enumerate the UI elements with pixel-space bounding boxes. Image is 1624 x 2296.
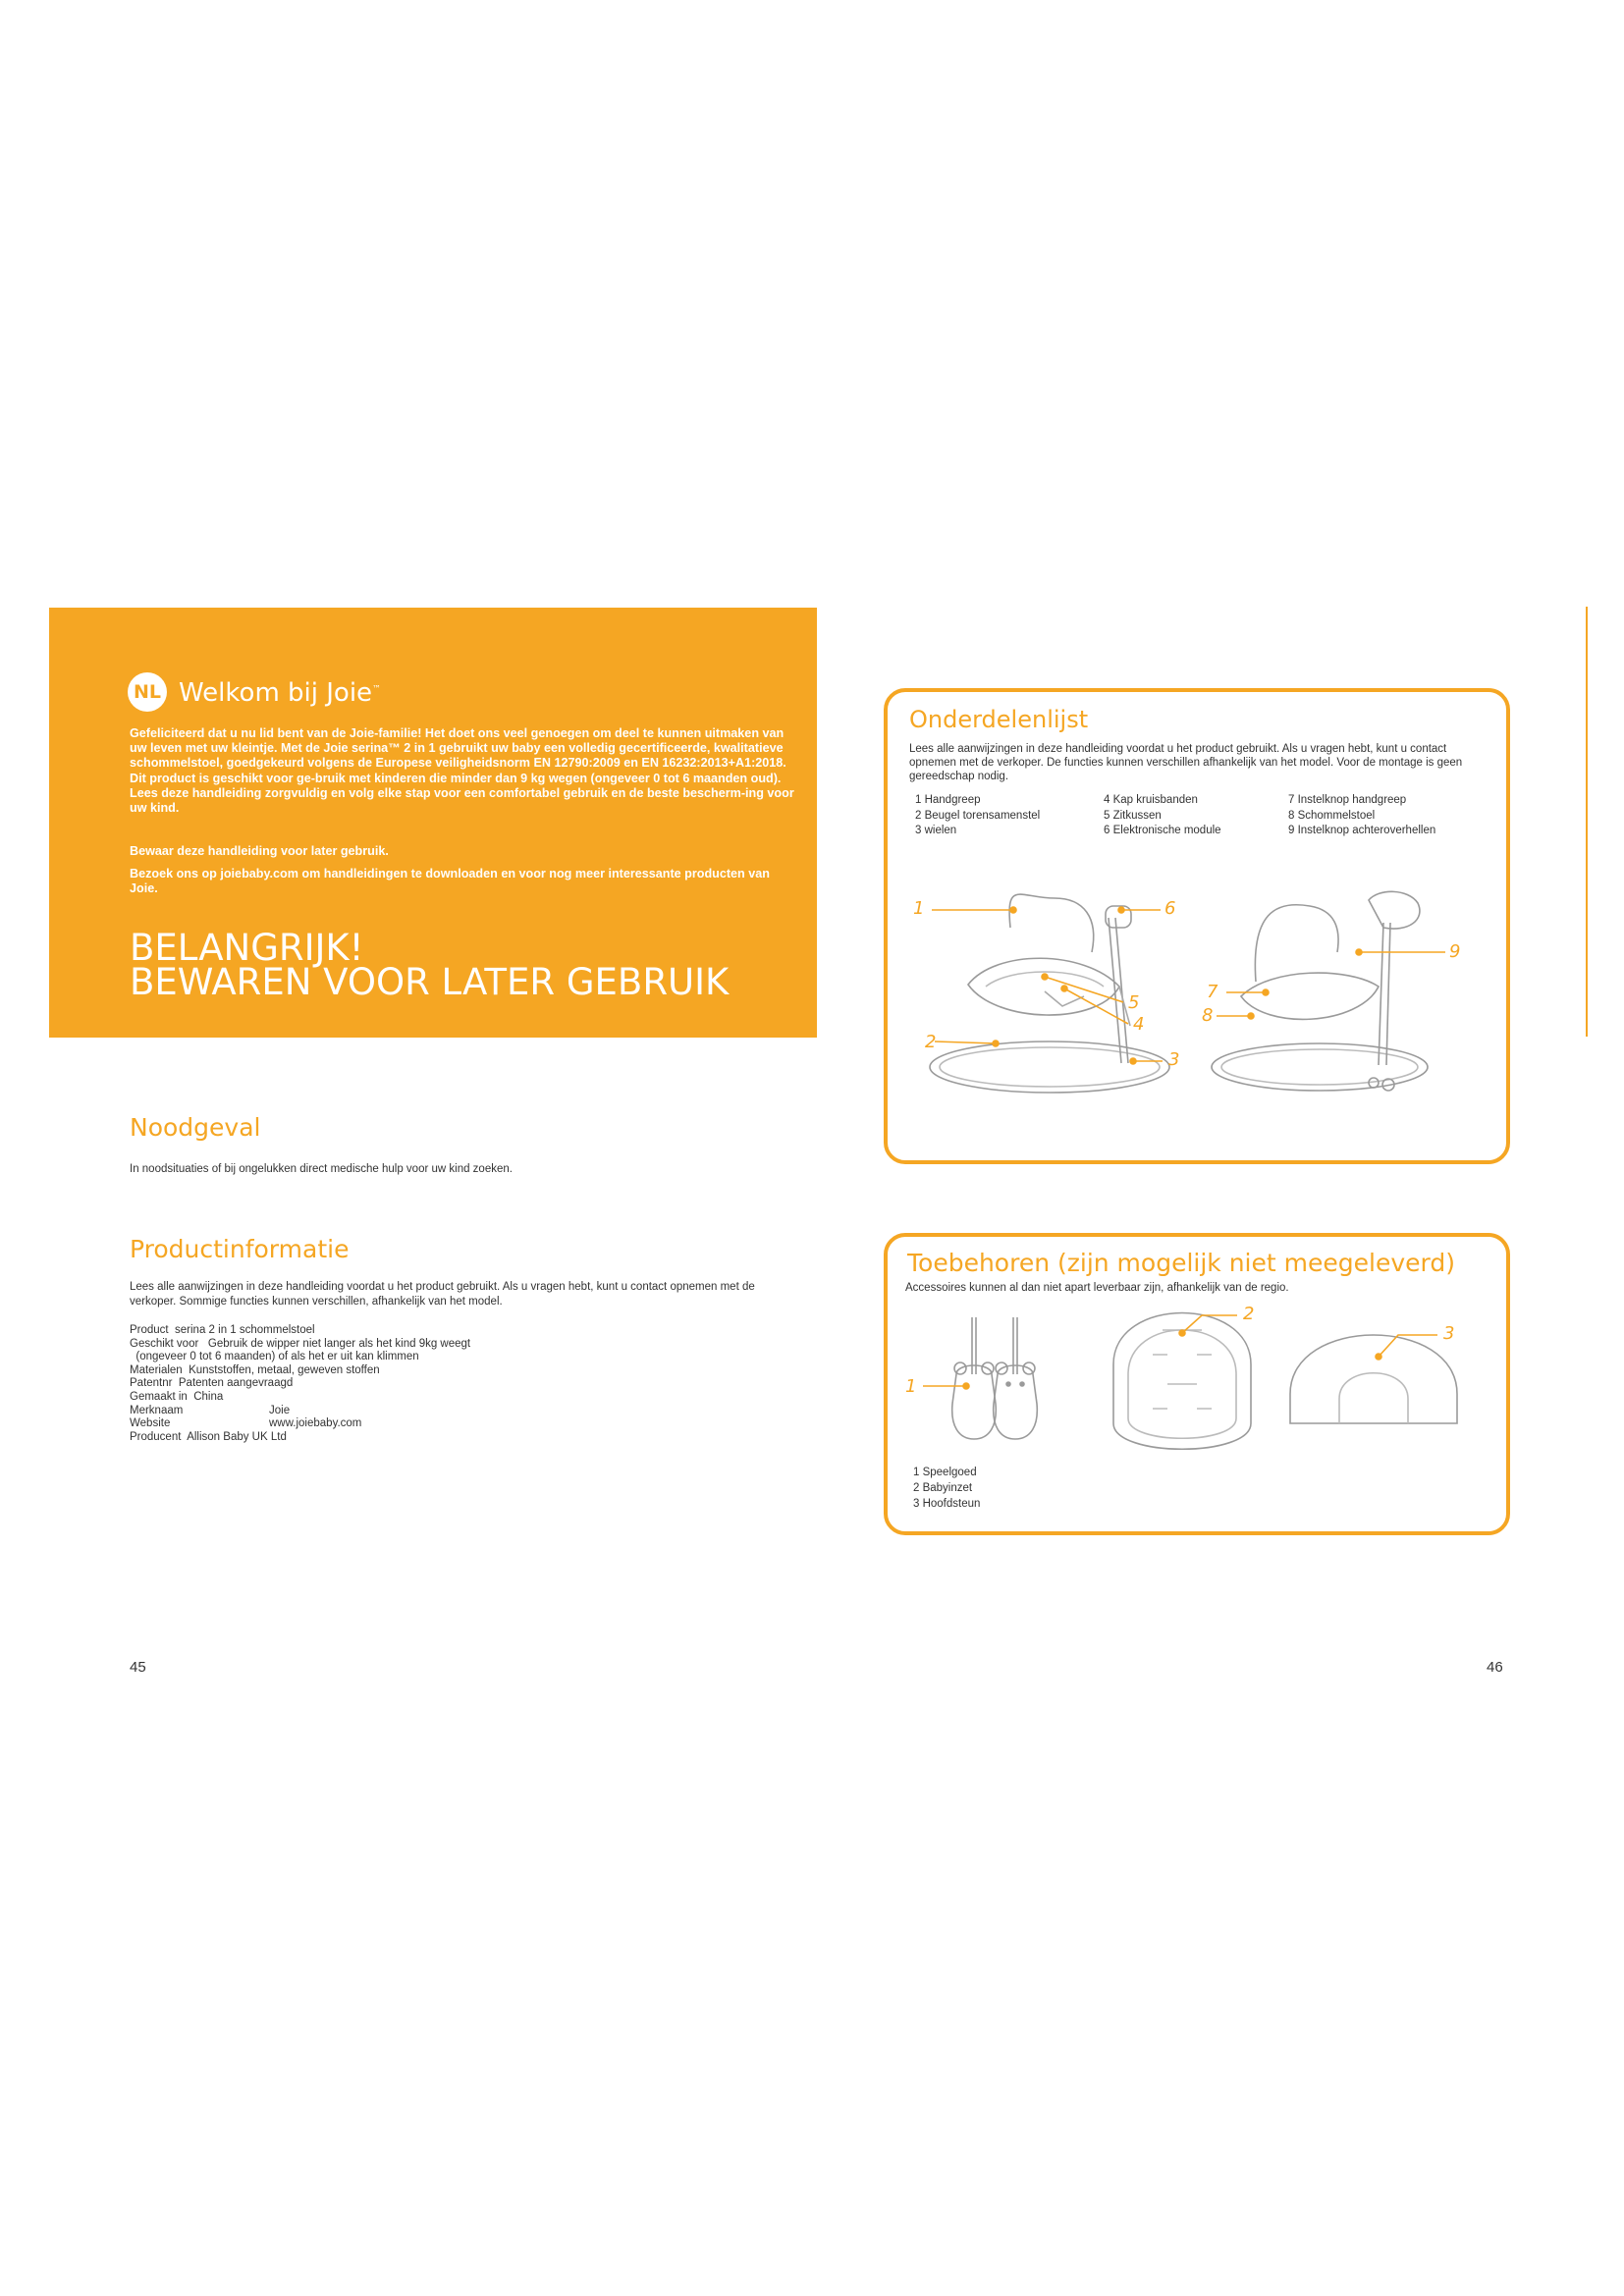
product-info-title: Productinformatie xyxy=(130,1235,350,1263)
spec-row-website[interactable]: Website www.joiebaby.com xyxy=(130,1417,362,1430)
callout-6: 6 xyxy=(1164,898,1176,919)
edge-rule xyxy=(1586,607,1588,1037)
emergency-text: In noodsituaties of bij ongelukken direct medische hulp voor uw kind zoeken. xyxy=(130,1163,513,1175)
tower-pole-back xyxy=(1379,923,1383,1065)
accessories-diagram xyxy=(888,1237,1506,1531)
welcome-keep-note: Bewaar deze handleiding voor later gebruik. xyxy=(130,844,389,858)
callout-3: 3 xyxy=(1443,1323,1455,1344)
spec-row-brand: Merknaam Joie xyxy=(130,1404,291,1416)
spec-row-suitable-cont: (ongeveer 0 tot 6 maanden) of als het er uit kan klimmen xyxy=(135,1351,419,1363)
accessory-item: 3 Hoofdsteun xyxy=(913,1498,981,1510)
swing-base-back xyxy=(1212,1043,1428,1091)
swing-base-front xyxy=(930,1041,1169,1093)
head-support-icon xyxy=(1290,1335,1457,1423)
callout-2: 2 xyxy=(1243,1304,1255,1324)
page-number-right: 46 xyxy=(1487,1659,1503,1676)
parts-list-box xyxy=(884,688,1510,1164)
part-item: 7 Instelknop handgreep xyxy=(1288,794,1407,806)
callout-1: 1 xyxy=(913,898,925,919)
callout-1: 1 xyxy=(905,1376,917,1397)
accessories-list xyxy=(913,1465,980,1512)
handle-arch-back xyxy=(1255,905,1338,982)
accessories-title: Toebehoren (zijn mogelijk niet meegeleverd) xyxy=(907,1249,1455,1277)
welcome-block xyxy=(49,608,817,1038)
callout-2: 2 xyxy=(925,1032,937,1052)
part-item: 1 Handgreep xyxy=(915,794,981,806)
product-info-text: Lees alle aanwijzingen in deze handleiding voordat u het product gebruikt. Als u vragen hebt, kunt u contact opnemen met de verkoper. Sommige functies kunnen verschillen, afhankelijk van het model. xyxy=(130,1281,755,1308)
electronic-module-back xyxy=(1369,891,1420,929)
part-item: 8 Schommelstoel xyxy=(1288,809,1376,822)
accessory-item: 1 Speelgoed xyxy=(913,1467,977,1478)
language-badge: NL xyxy=(128,672,167,712)
seat-shell-back xyxy=(1241,973,1379,1019)
important-subheading: BEWAREN VOOR LATER GEBRUIK xyxy=(130,961,730,1003)
callout-5: 5 xyxy=(1128,992,1140,1013)
part-item: 2 Beugel torensamenstel xyxy=(915,809,1041,822)
important-heading: BELANGRIJK! xyxy=(130,927,364,969)
part-item: 9 Instelknop achteroverhellen xyxy=(1288,825,1436,836)
bear-toy-icon xyxy=(994,1365,1038,1439)
spec-row-materials: Materialen Kunststoffen, metaal, geweven stoffen xyxy=(130,1363,380,1376)
page-number-left: 45 xyxy=(130,1659,146,1676)
welcome-title: Welkom bij Joie™ xyxy=(179,678,382,708)
welcome-intro: Gefeliciteerd dat u nu lid bent van de Joie-familie! Het doet ons veel genoegen om deel te kunnen uitmaken van uw leven met uw kleintje. Met de Joie serina™ 2 in 1 gebruikt uw baby een volledig gecertificeerde, kwalitatieve schommelstoel, goedgekeurd volgens de Europese veiligheidsnorm EN 12790:2009 en EN 16232:2013+A1:2018. Dit product is geschikt voor ge-bruik met kinderen die minder dan 9 kg wegen (ongeveer 0 tot 6 maanden oud). Lees deze handleiding zorgvuldig en volg elke stap voor een comfortabel gebruik en de beste bescherm-ing voor uw kind. xyxy=(130,726,794,816)
part-item: 5 Zitkussen xyxy=(1104,809,1162,822)
part-item: 4 Kap kruisbanden xyxy=(1104,794,1198,806)
spec-row-producer: Producent Allison Baby UK Ltd xyxy=(130,1430,287,1443)
spec-row-patent: Patentnr Patenten aangevraagd xyxy=(130,1377,294,1390)
callout-8: 8 xyxy=(1202,1005,1214,1026)
bear-toy-icon xyxy=(952,1365,997,1439)
welcome-visit-note: Bezoek ons op joiebaby.com om handleidingen te downloaden en voor nog meer interessante producten van Joie. xyxy=(130,867,770,896)
callout-4: 4 xyxy=(1133,1014,1145,1035)
spec-row-product: Product serina 2 in 1 schommelstoel xyxy=(130,1324,315,1336)
parts-list-title: Onderdelenlijst xyxy=(909,706,1089,733)
callout-9: 9 xyxy=(1449,941,1461,962)
spec-row-suitable: Geschikt voor Gebruik de wipper niet langer als het kind 9kg weegt xyxy=(130,1337,471,1350)
accessories-desc: Accessoires kunnen al dan niet apart leverbaar zijn, afhankelijk van de regio. xyxy=(905,1282,1289,1294)
part-item: 3 wielen xyxy=(915,825,957,836)
callout-3: 3 xyxy=(1168,1049,1180,1070)
handle-arch xyxy=(1009,894,1094,952)
accessories-box xyxy=(884,1233,1510,1535)
tower-pole xyxy=(1109,918,1121,1063)
parts-diagram xyxy=(888,692,1506,1160)
parts-list-desc: Lees alle aanwijzingen in deze handleiding voordat u het product gebruikt. Als u vragen hebt, kunt u contact opnemen met de verkoper. De functies kunnen verschillen afhankelijk van het model. Voor de montage is geen gereedschap nodig. xyxy=(909,743,1463,782)
spec-row-made-in: Gemaakt in China xyxy=(130,1390,224,1403)
part-item: 6 Elektronische module xyxy=(1104,825,1221,836)
emergency-title: Noodgeval xyxy=(130,1113,261,1142)
callout-7: 7 xyxy=(1207,982,1218,1002)
accessory-item: 2 Babyinzet xyxy=(913,1482,973,1494)
spec-list xyxy=(130,1324,470,1444)
